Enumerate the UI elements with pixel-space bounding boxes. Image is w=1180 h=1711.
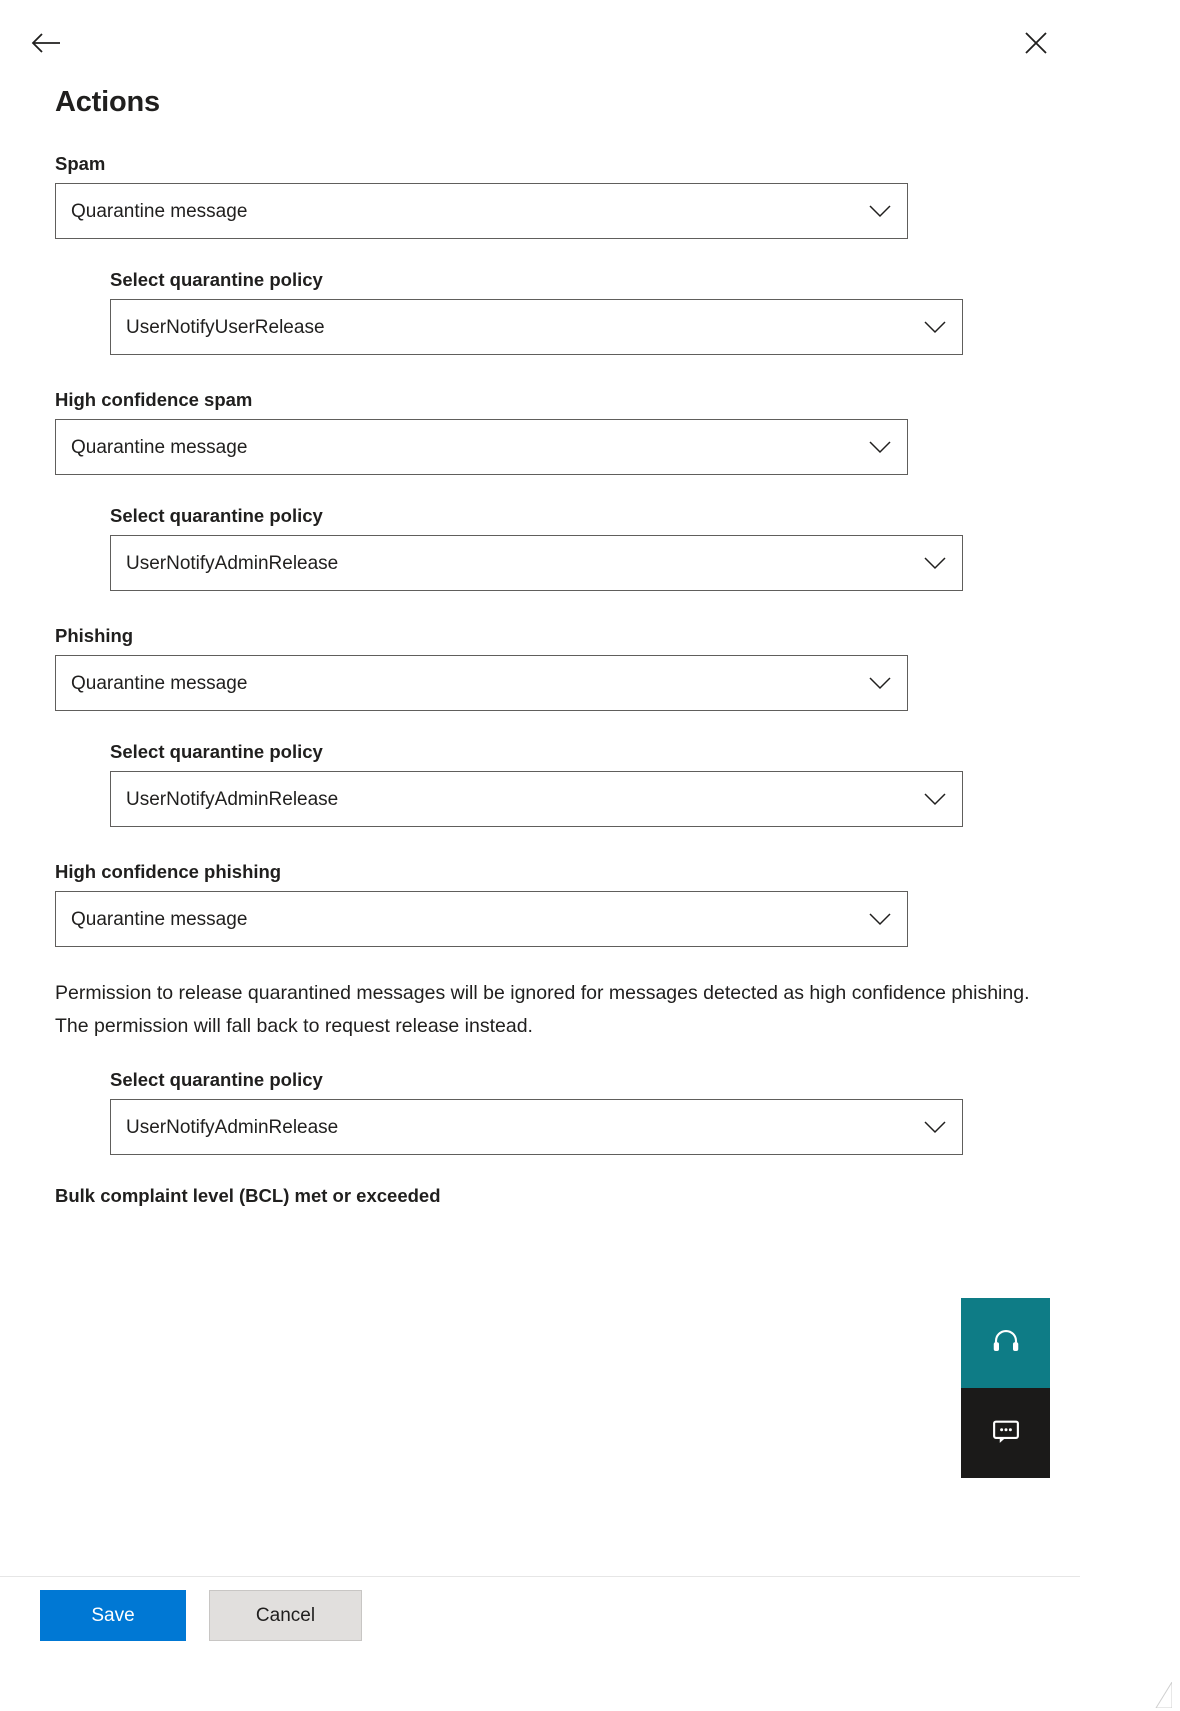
high-confidence-spam-policy-label: Select quarantine policy — [110, 505, 323, 526]
chevron-down-icon — [924, 320, 946, 334]
feedback-icon — [991, 1416, 1021, 1451]
phishing-action-select[interactable] — [55, 655, 908, 711]
vertical-scrollbar-thumb[interactable] — [1069, 520, 1078, 1060]
panel-header — [0, 0, 1080, 72]
spam-policy-label: Select quarantine policy — [110, 269, 323, 290]
phishing-label: Phishing — [55, 625, 134, 646]
high-confidence-phishing-policy-select[interactable] — [110, 1099, 963, 1155]
bulk-complaint-level-label: Bulk complaint level (BCL) met or exceeded — [55, 1185, 441, 1206]
arrow-left-icon — [31, 32, 61, 57]
chevron-down-icon — [924, 1120, 946, 1134]
close-icon — [1024, 31, 1048, 58]
spam-action-value: Quarantine message — [71, 200, 248, 222]
high-confidence-spam-action-value: Quarantine message — [71, 436, 248, 458]
field-group-high-confidence-phishing-policy — [0, 1069, 1080, 1155]
field-group-high-confidence-phishing — [0, 861, 1080, 947]
spam-policy-select[interactable] — [110, 299, 963, 355]
spam-label: Spam — [55, 153, 106, 174]
high-confidence-spam-policy-value: UserNotifyAdminRelease — [126, 552, 339, 574]
phishing-policy-value: UserNotifyAdminRelease — [126, 788, 339, 810]
field-group-spam — [0, 153, 1080, 355]
back-button[interactable] — [24, 22, 68, 66]
feedback-button[interactable] — [961, 1388, 1050, 1478]
help-button[interactable] — [961, 1298, 1050, 1388]
chevron-down-icon — [924, 556, 946, 570]
high-confidence-phishing-label: High confidence phishing — [55, 861, 282, 882]
chevron-down-icon — [924, 792, 946, 806]
high-confidence-phishing-note: Permission to release quarantined messages will be ignored for messages detected as high confidence phishing. The permission will fall back to request release instead. — [55, 982, 1030, 1037]
high-confidence-phishing-policy-label: Select quarantine policy — [110, 1069, 323, 1090]
panel-content — [0, 72, 1080, 1207]
field-group-high-confidence-spam — [0, 389, 1080, 591]
phishing-policy-select[interactable] — [110, 771, 963, 827]
high-confidence-spam-policy-select[interactable] — [110, 535, 963, 591]
cancel-button[interactable]: Cancel — [209, 1590, 362, 1641]
side-widgets — [961, 1298, 1050, 1478]
high-confidence-phishing-policy-value: UserNotifyAdminRelease — [126, 1116, 339, 1138]
chevron-down-icon — [869, 676, 891, 690]
resize-grip[interactable] — [1146, 1682, 1172, 1708]
phishing-policy-label: Select quarantine policy — [110, 741, 323, 762]
page-title: Actions — [55, 86, 160, 118]
high-confidence-spam-action-select[interactable] — [55, 419, 908, 475]
close-button[interactable] — [1014, 22, 1058, 66]
panel-footer — [0, 1576, 1080, 1711]
spam-policy-value: UserNotifyUserRelease — [126, 316, 325, 338]
high-confidence-phishing-action-select[interactable] — [55, 891, 908, 947]
phishing-action-value: Quarantine message — [71, 672, 248, 694]
save-button[interactable]: Save — [40, 1590, 186, 1641]
high-confidence-spam-label: High confidence spam — [55, 389, 253, 410]
spam-action-select[interactable] — [55, 183, 908, 239]
field-group-phishing — [0, 625, 1080, 827]
chevron-down-icon — [869, 440, 891, 454]
headset-icon — [991, 1326, 1021, 1361]
chevron-down-icon — [869, 912, 891, 926]
high-confidence-phishing-action-value: Quarantine message — [71, 908, 248, 930]
vertical-scrollbar[interactable] — [1064, 0, 1080, 1576]
chevron-down-icon — [869, 204, 891, 218]
